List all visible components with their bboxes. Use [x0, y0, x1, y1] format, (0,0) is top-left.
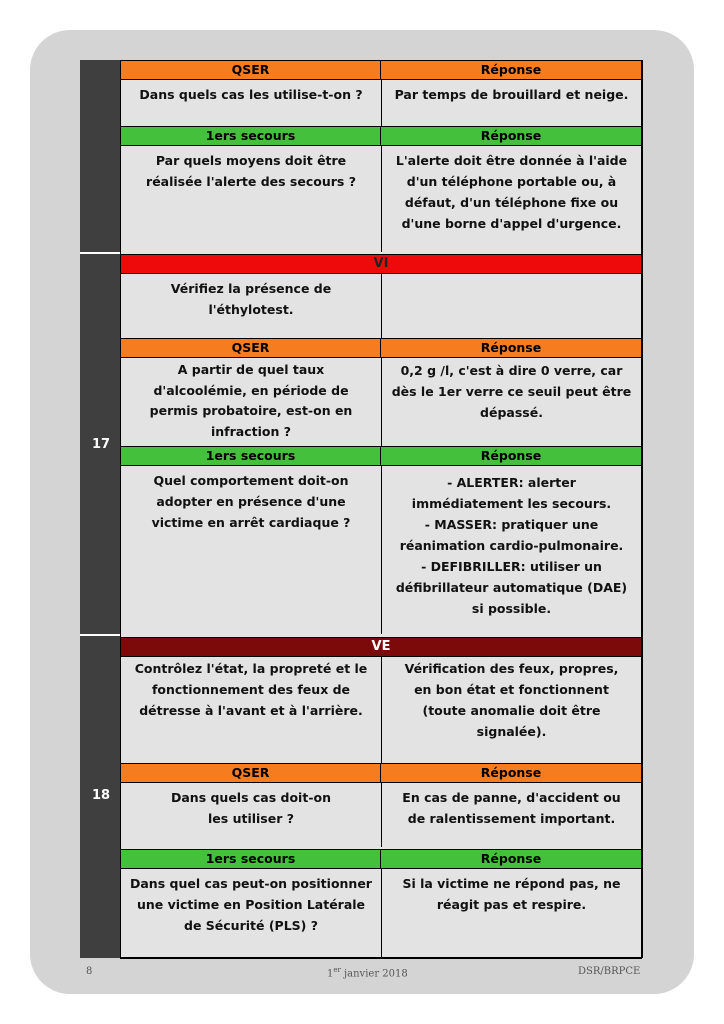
sidebar-block-18	[80, 636, 120, 958]
qser-header	[121, 60, 641, 80]
qa-row	[121, 783, 641, 847]
answer-text: L'alerte doit être donnée à l'aide d'un téléphone portable ou, à défaut, d'un téléphone fixe ou d'une borne d'appel d'urgence.	[395, 153, 628, 231]
answer-line: - ALERTER: alerter immédiatement les secours.	[411, 475, 612, 511]
qa-row	[121, 869, 641, 958]
answer-line: - DEFIBRILLER: utiliser un défibrillateur automatique (DAE) si possible.	[395, 559, 628, 616]
question-text: Vérifiez la présence de l'éthylotest.	[170, 281, 332, 317]
qa-row	[121, 80, 641, 126]
secours-header	[121, 849, 641, 869]
header-left: QSER	[121, 61, 381, 79]
secours-header	[121, 446, 641, 466]
band-label: VE	[371, 639, 391, 654]
answer-line: - MASSER: pratiquer une réanimation cardio-pulmonaire.	[399, 517, 624, 553]
sidebar-block-17	[80, 254, 120, 634]
header-right: Réponse	[480, 851, 542, 866]
qa-row	[121, 358, 641, 446]
question-text: Dans quels cas les utilise-t-on ?	[139, 87, 363, 102]
header-left: 1ers secours	[121, 127, 381, 145]
answer-text: 0,2 g /l, c'est à dire 0 verre, car dès le 1er verre ce seuil peut être dépassé.	[391, 363, 632, 420]
section-band-vi	[121, 254, 641, 274]
qser-header	[121, 338, 641, 358]
header-right: Réponse	[480, 340, 542, 355]
header-left: 1ers secours	[121, 850, 381, 868]
header-right: Réponse	[480, 765, 542, 780]
footer-org: DSR/BRPCE	[578, 966, 641, 977]
section-number: 18	[92, 788, 111, 803]
question-text: Par quels moyens doit être réalisée l'alerte des secours ?	[146, 153, 356, 189]
sidebar-block-previous	[80, 60, 120, 252]
section-number: 17	[92, 437, 111, 452]
date-sup: er	[333, 966, 341, 974]
band-label: VI	[373, 256, 389, 271]
question-text: Contrôlez l'état, la propreté et le fonctionnement des feux de détresse à l'avant et à l'arrière.	[134, 661, 368, 718]
qa-row	[121, 466, 641, 634]
answer-text: Si la victime ne répond pas, ne réagit pas et respire.	[402, 876, 621, 912]
answer-text: En cas de panne, d'accident ou de ralentissement important.	[402, 790, 621, 826]
answer-text: Vérification des feux, propres, en bon état et fonctionnent (toute anomalie doit être signalée).	[404, 661, 619, 739]
table-bottom-border	[120, 957, 642, 959]
page-number: 8	[86, 966, 93, 977]
answer-text: Par temps de brouillard et neige.	[394, 87, 629, 102]
question-text: A partir de quel taux d'alcoolémie, en période de permis probatoire, est-on en infraction ?	[149, 362, 353, 439]
header-right: Réponse	[480, 448, 542, 463]
header-left: QSER	[121, 764, 381, 782]
date-rest: janvier 2018	[340, 968, 408, 980]
answer-text	[382, 274, 641, 278]
footer-date	[327, 966, 408, 979]
qa-row	[121, 657, 641, 763]
qa-row	[121, 274, 641, 338]
qa-row	[121, 146, 641, 252]
date-day: 1	[327, 968, 334, 980]
header-right: Réponse	[480, 62, 542, 77]
answer-text	[382, 466, 641, 619]
qa-table	[120, 60, 643, 958]
section-band-ve	[121, 637, 641, 657]
qser-header	[121, 763, 641, 783]
question-text: Dans quels cas doit-on les utiliser ?	[170, 790, 331, 826]
question-text: Quel comportement doit-on adopter en présence d'une victime en arrêt cardiaque ?	[151, 473, 351, 530]
header-left: 1ers secours	[121, 447, 381, 465]
secours-header	[121, 126, 641, 146]
header-right: Réponse	[480, 128, 542, 143]
question-text: Dans quel cas peut-on positionner une victime en Position Latérale de Sécurité (PLS) ?	[130, 876, 372, 933]
header-left: QSER	[121, 339, 381, 357]
